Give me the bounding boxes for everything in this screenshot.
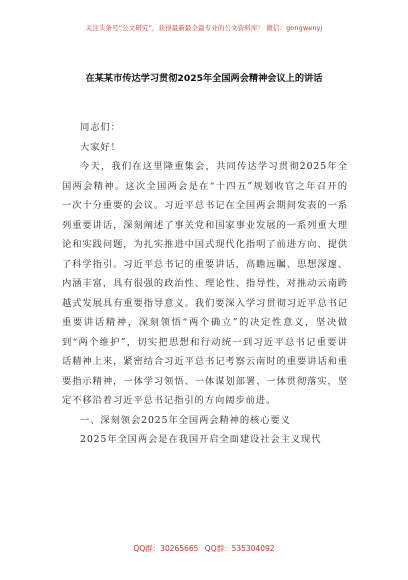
greeting: 大家好！ (80, 141, 121, 153)
paragraph-partial: 2025年全国两会是在我国开启全面建设社会主义现代 (80, 434, 322, 445)
salutation: 同志们： (80, 122, 121, 133)
document-body (62, 118, 348, 450)
section-heading: 一、深刻领会2025年全国两会精神的核心要义 (80, 414, 291, 426)
document-title: 在某某市传达学习贯彻2025年全国两会精神会议上的讲话 (85, 73, 323, 84)
qq-group-2: QQ群：535304092 (204, 544, 275, 553)
qq-group-1: QQ群：30265665 (133, 544, 199, 553)
paragraph: 今天，我们在这里隆重集会，共同传达学习贯彻2025年全国两会精神。这次全国两会是在“十四五”规划收官之年召开的一次十分重要的会议。习近平总书记在全国两会期间发表的一系列重要讲话，深刻阐述了事关党和国家事业发展的一系列重大理论和实践问题，为扎实推进中国式现代化指明了前进方向、提供了科学指引。习近平总书记的重要讲话，高瞻远瞩、思想深邃、内涵丰富，具有很强的政治性、理论性、指导性，对推动云南跨越式发展具有重要指导意义。我们要深入学习贯彻习近平总书记重要讲话精神，深刻领悟“两个确立”的决定性意义，坚决做到“两个维护”，切实把思想和行动统一到习近平总书记重要讲话精神上来，紧密结合习近平总书记考察云南时的重要讲话和重要指示精神，一体学习领悟、一体谋划部署、一体贯彻落实，坚定不移沿着习近平总书记指引的方向阔步前进。 (62, 161, 348, 406)
promo-banner: 关注头条号“公文研究”，获得最新最全最专业的公文资料库！ 微信：gongwenyj (85, 24, 323, 32)
footer-contact (0, 543, 408, 554)
